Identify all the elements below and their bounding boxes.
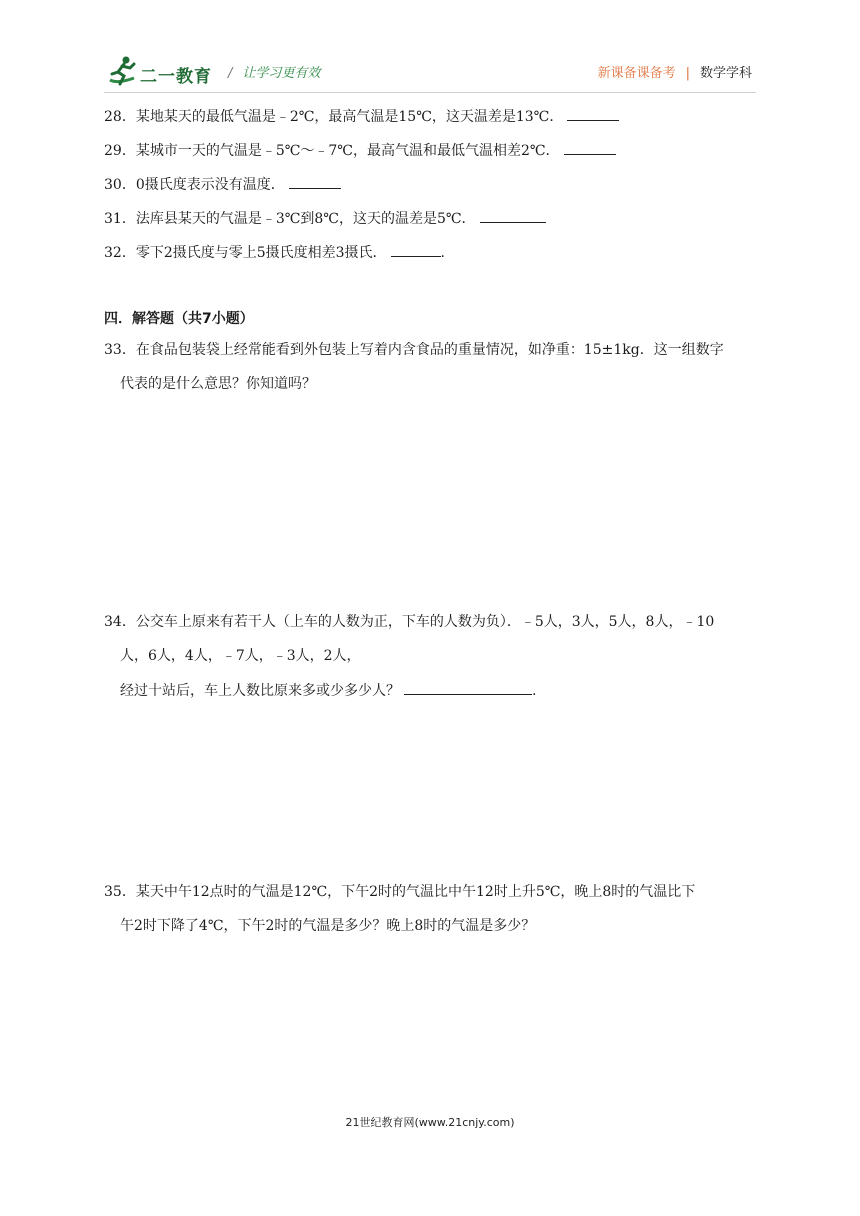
header-separator: | [685,66,690,81]
answer-blank-31[interactable] [480,208,546,223]
answer-blank-32[interactable] [391,242,441,257]
question-28-text: 28．某地某天的最低气温是﹣2℃，最高气温是15℃，这天温差是13℃． [104,109,564,125]
question-34-line-2: 人，6人，4人，﹣7人，﹣3人，2人， [120,648,361,664]
answer-blank-34[interactable] [404,680,532,695]
question-32-end: . [440,245,445,261]
logo [104,54,214,90]
question-31 [104,208,546,229]
runner-logo-icon [104,54,144,88]
page-footer: 21世纪教育网(www.21cnjy.com) [345,1116,515,1129]
question-35-line-2: 午2时下降了4℃，下午2时的气温是多少？晚上8时的气温是多少？ [120,918,536,934]
answer-blank-30[interactable] [289,174,341,189]
question-34-line-3 [120,680,536,701]
answer-blank-28[interactable] [567,106,619,121]
question-30 [104,174,341,195]
question-29-text: 29．某城市一天的气温是﹣5℃～﹣7℃，最高气温和最低气温相差2℃． [104,143,560,159]
question-33-line-1: 33．在食品包装袋上经常能看到外包装上写着内含食品的重量情况，如净重：15±1kg．这一组数字 [104,342,724,358]
question-34-text: 经过十站后，车上人数比原来多或少多少人？ [120,683,400,699]
header-divider [104,92,756,93]
question-32-text: 32．零下2摄氏度与零上5摄氏度相差3摄氏． [104,245,387,261]
header-labels [598,62,752,81]
header-subject-label: 数学学科 [699,66,752,81]
question-31-text: 31．法库县某天的气温是﹣3℃到8℃，这天的温差是5℃． [104,211,476,227]
question-34-end: . [532,683,537,699]
question-34-line-1: 34．公交车上原来有若干人（上车的人数为正，下车的人数为负）．﹣5人，3人，5人，8人，﹣10 [104,614,715,630]
answer-blank-29[interactable] [564,140,616,155]
page-header [0,0,860,96]
question-29 [104,140,616,161]
header-left-label: 新课备课备考 [597,66,676,81]
slogan-text: 让学习更有效 [242,66,321,81]
question-28 [104,106,619,127]
section-title: 四．解答题（共7小题） [104,311,254,327]
question-30-text: 30．0摄氏度表示没有温度． [104,177,285,193]
logo-text: 二一教育 [140,67,212,87]
question-32 [104,242,445,263]
slogan: / 让学习更有效 [228,66,321,81]
question-35-line-1: 35．某天中午12点时的气温是12℃，下午2时的气温比中午12时上升5℃，晚上8时的气温比下 [104,884,696,900]
question-33-line-2: 代表的是什么意思？你知道吗？ [120,376,316,392]
